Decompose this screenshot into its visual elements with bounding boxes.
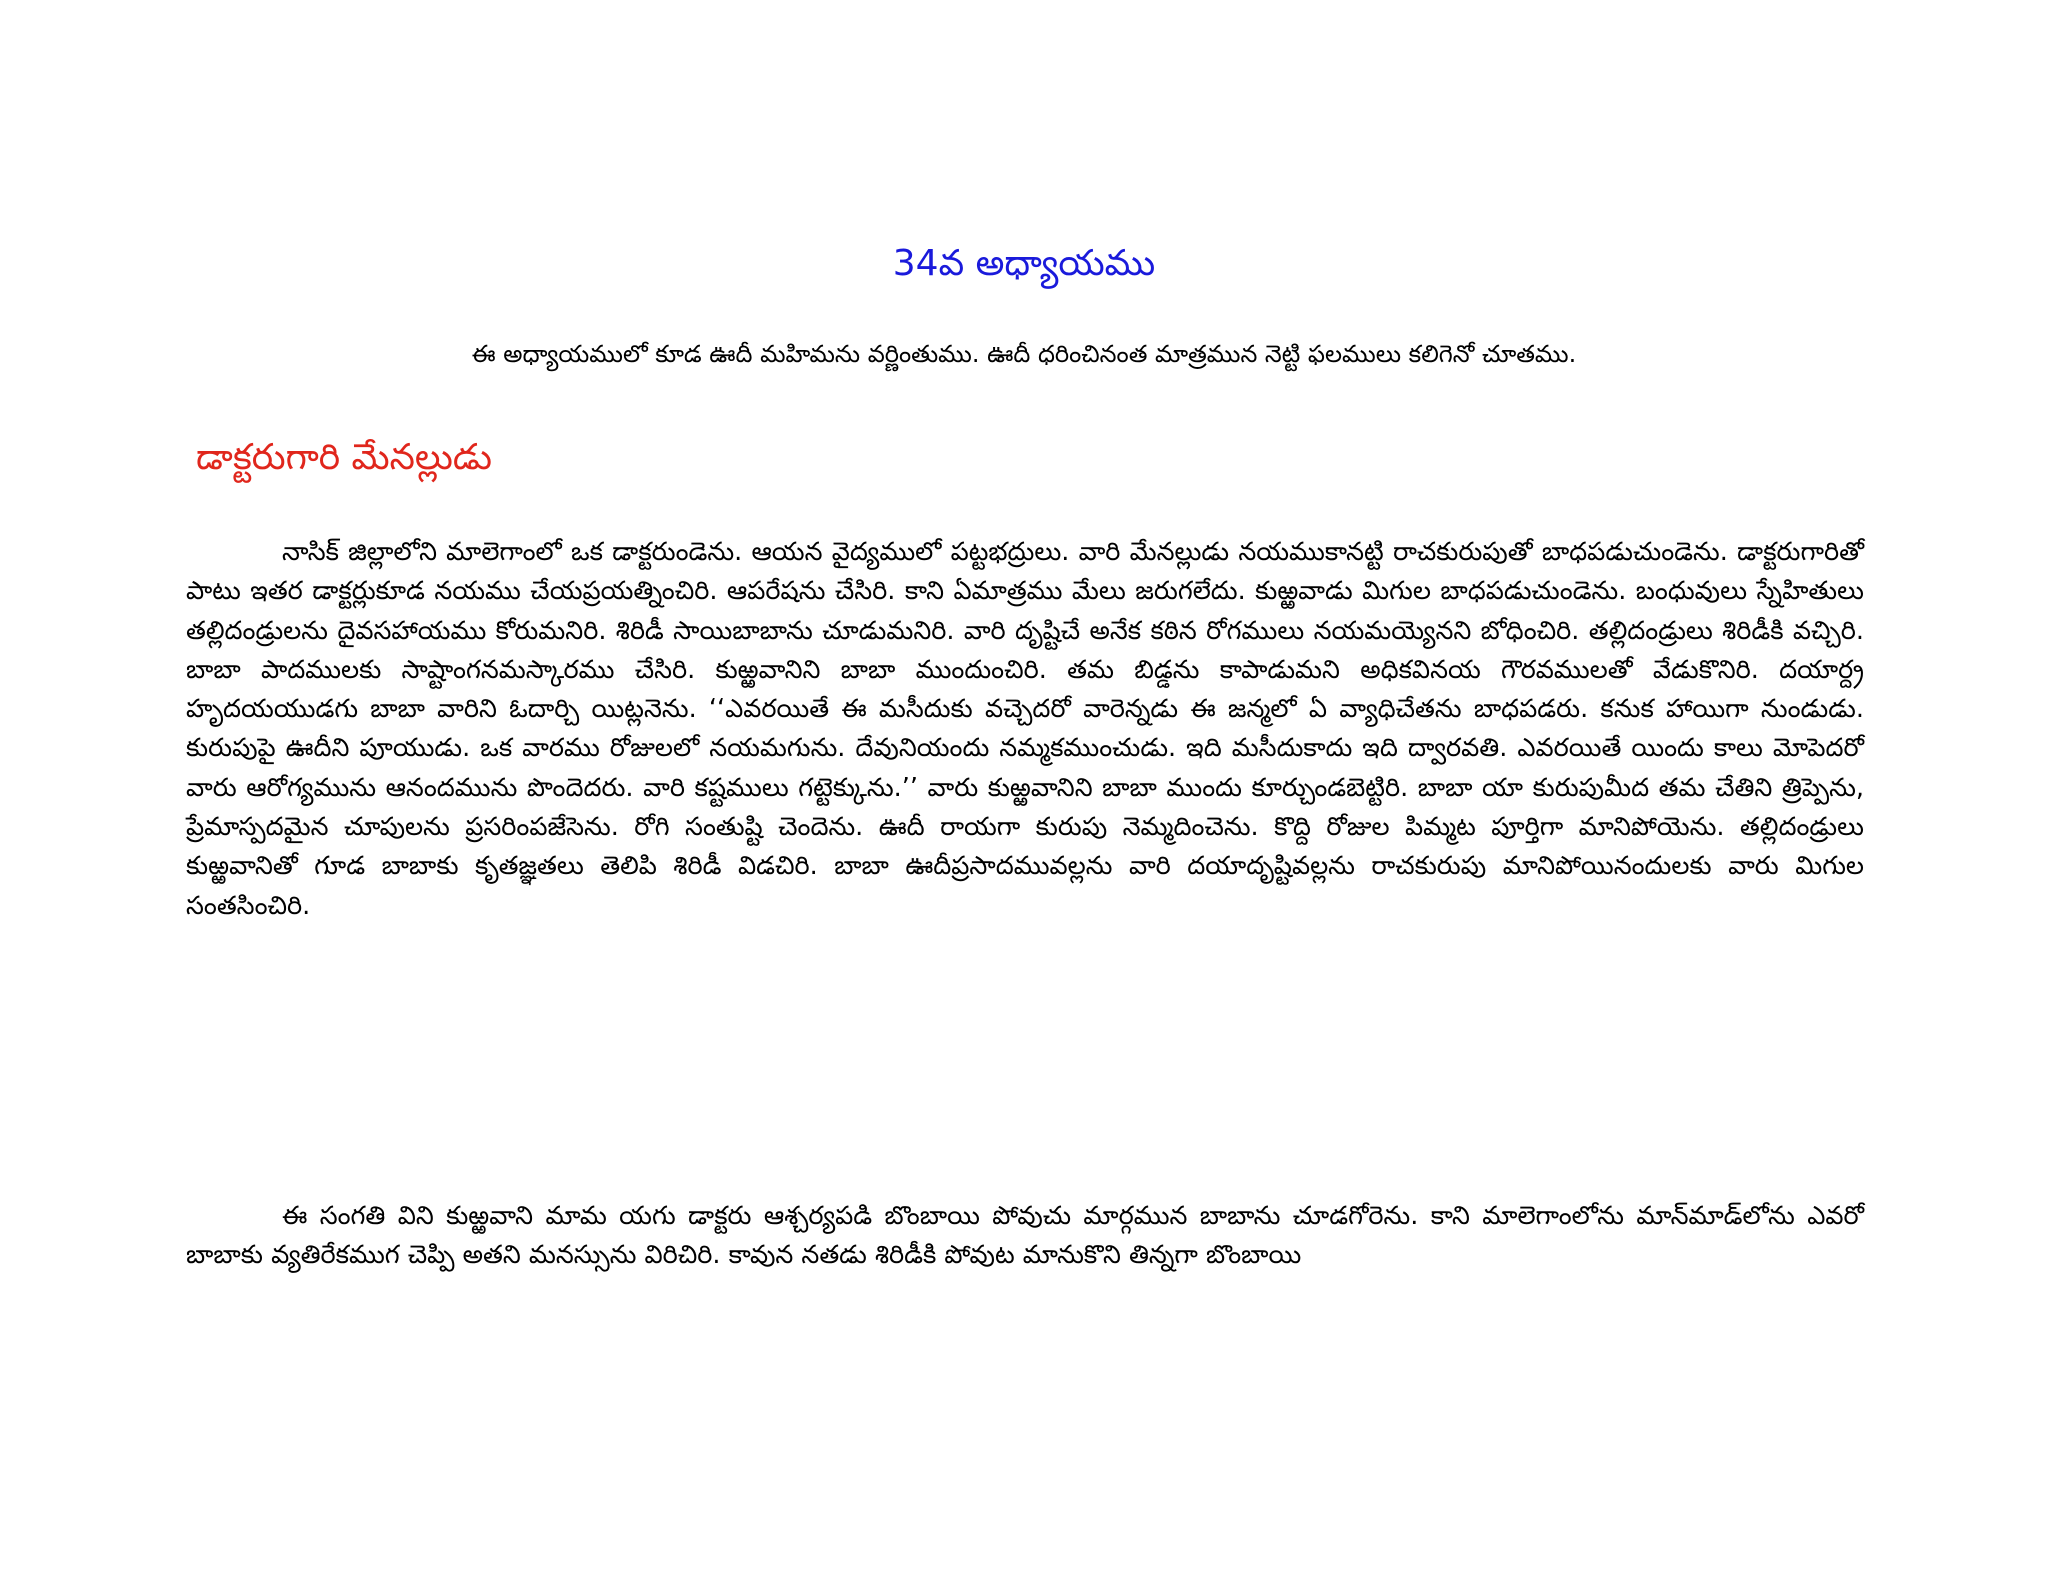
section-heading: డాక్టరుగారి మేనల్లుడు bbox=[196, 437, 492, 478]
body-paragraph: ఈ సంగతి విని కుఱ్ఱవాని మామ యగు డాక్టరు ఆశ్చర్యపడి బొంబాయి పోవుచు మార్గమున బాబాను చూడగోరెను. కాని మాలెగాంలోను మాన్‌మాడ్‌లోను ఎవరో బాబాకు వ్యతిరేకముగ చెప్పి అతని మనస్సును విరిచిరి. కావున నతడు శిరిడీకి పోవుట మానుకొని తిన్నగా బొంబాయి bbox=[186, 1201, 1864, 1271]
body-paragraph: నాసిక్ జిల్లాలోని మాలెగాంలో ఒక డాక్టరుండెను. ఆయన వైద్యములో పట్టభద్రులు. వారి మేనల్లుడు నయముకానట్టి రాచకురుపుతో బాధపడుచుండెను. డాక్టరుగారితో పాటు ఇతర డాక్టర్లుకూడ నయము చేయప్రయత్నించిరి. ఆపరేషను చేసిరి. కాని ఏమాత్రము మేలు జరుగలేదు. కుఱ్ఱవాడు మిగుల బాధపడుచుండెను. బంధువులు స్నేహితులు తల్లిదండ్రులను దైవసహాయము కోరుమనిరి. శిరిడీ సాయిబాబాను చూడుమనిరి. వారి దృష్టిచే అనేక కఠిన రోగములు నయమయ్యెనని బోధించిరి. తల్లిదండ్రులు శిరిడీకి వచ్చిరి. బాబా పాదములకు సాష్టాంగనమస్కారము చేసిరి. కుఱ్ఱవానిని బాబా ముందుంచిరి. తమ బిడ్డను కాపాడుమని అధికవినయ గౌరవములతో వేడుకొనిరి. దయార్ద్ర హృదయయుడగు బాబా వారిని ఓదార్చి యిట్లనెను. ‘‘ఎవరయితే ఈ మసీదుకు వచ్చెదరో వారెన్నడు ఈ జన్మలో ఏ వ్యాధిచేతను బాధపడరు. కనుక హాయిగా నుండుడు. కురుపుపై ఊదీని పూయుడు. ఒక వారము రోజులలో నయమగును. దేవునియందు నమ్మకముంచుడు. ఇది మసీదుకాదు ఇది ద్వారవతి. ఎవరయితే యిందు కాలు మోపెదరో వారు ఆరోగ్యమును ఆనందమును పొందెదరు. వారి కష్టములు గట్టెక్కును.’’ వారు కుఱ్ఱవానిని బాబా ముందు కూర్చుండబెట్టిరి. బాబా యా కురుపుమీద తమ చేతిని త్రిప్పెను, ప్రేమాస్పదమైన చూపులను ప్రసరింపజేసెను. రోగి సంతుష్టి చెందెను. ఊదీ రాయగా కురుపు నెమ్మదించెను. కొద్ది రోజుల పిమ్మట పూర్తిగా మానిపోయెను. తల్లిదండ్రులు కుఱ్ఱవానితో గూడ బాబాకు కృతజ్ఞతలు తెలిపి శిరిడీ విడచిరి. బాబా ఊదీప్రసాదమువల్లను వారి దయాదృష్టివల్లను రాచకురుపు మానిపోయినందులకు వారు మిగుల సంతసించిరి. bbox=[186, 537, 1864, 921]
chapter-intro: ఈ అధ్యాయములో కూడ ఊదీ మహిమను వర్ణింతుము. ఊదీ ధరించినంత మాత్రమున నెట్టి ఫలములు కలిగెనో చూతము. bbox=[471, 340, 1577, 368]
chapter-title: 34వ అధ్యాయము bbox=[892, 243, 1156, 284]
